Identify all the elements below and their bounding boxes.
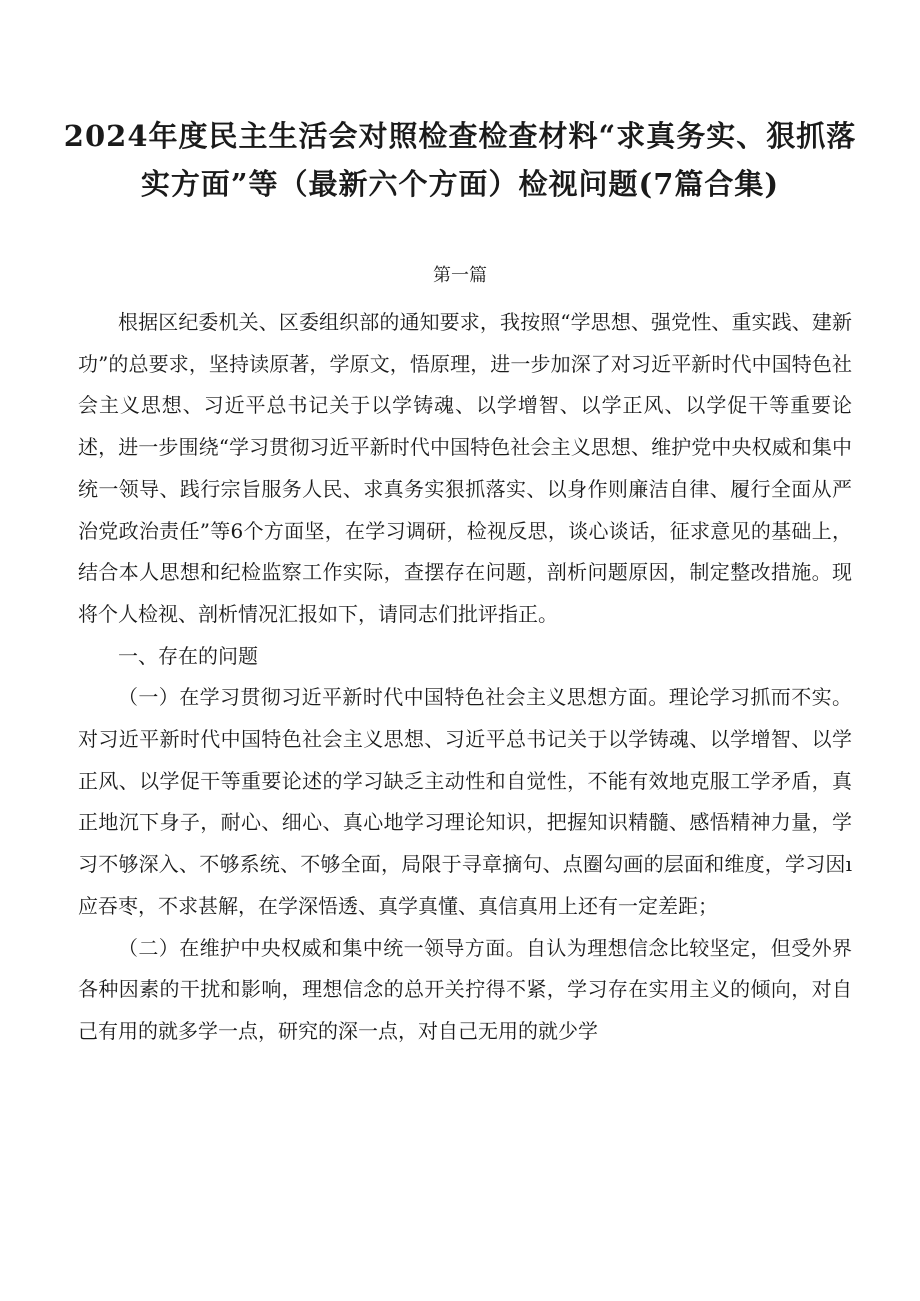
section-heading: 第一篇 (433, 265, 487, 286)
problem-paragraph-2: （二）在维护中央权威和集中统一领导方面。自认为理想信念比较坚定，但受外界各种因素的干扰和影响，理想信念的总开关拧得不紧，学习存在实用主义的倾向，对自己有用的就多学一点，研究的深一点，对自己无用的就少学 (78, 935, 852, 1043)
intro-paragraph: 根据区纪委机关、区委组织部的通知要求，我按照“学思想、强党性、重实践、建新功”的总要求，坚持读原著，学原文，悟原理，进一步加深了对习近平新时代中国特色社会主义思想、习近平总书记关于以学铸魂、以学增智、以学正风、以学促干等重要论述，进一步围绕“学习贯彻习近平新时代中国特色社会主义思想、维护党中央权威和集中统一领导、践行宗旨服务人民、求真务实狠抓落实、以身作则廉洁自律、履行全面从严治党政治责任”等6个方面坚，在学习调研，检视反思，谈心谈话，征求意见的基础上，结合本人思想和纪检监察工作实际，查摆存在问题，剖析问题原因，制定整改措施。现将个人检视、剖析情况汇报如下，请同志们批评指正。 (78, 310, 852, 626)
part-heading-problems: 一、存在的问题 (118, 643, 258, 668)
problem-paragraph-1: （一）在学习贯彻习近平新时代中国特色社会主义思想方面。理论学习抓而不实。对习近平新时代中国特色社会主义思想、习近平总书记关于以学铸魂、以学增智、以学正风、以学促干等重要论述的学习缺乏主动性和自觉性，不能有效地克服工学矛盾，真正地沉下身子，耐心、细心、真心地学习理论知识，把握知识精髓、感悟精神力量，学习不够深入、不够系统、不够全面，局限于寻章摘句、点圈勾画的层面和维度，学习因ı应吞枣，不求甚解，在学深悟透、真学真懂、真信真用上还有一定差距； (78, 685, 852, 918)
document-body (78, 302, 852, 1053)
document-title: 2024年度民主生活会对照检查检查材料“求真务实、狠抓落实方面”等（最新六个方面）检视问题(7篇合集) (63, 119, 857, 201)
